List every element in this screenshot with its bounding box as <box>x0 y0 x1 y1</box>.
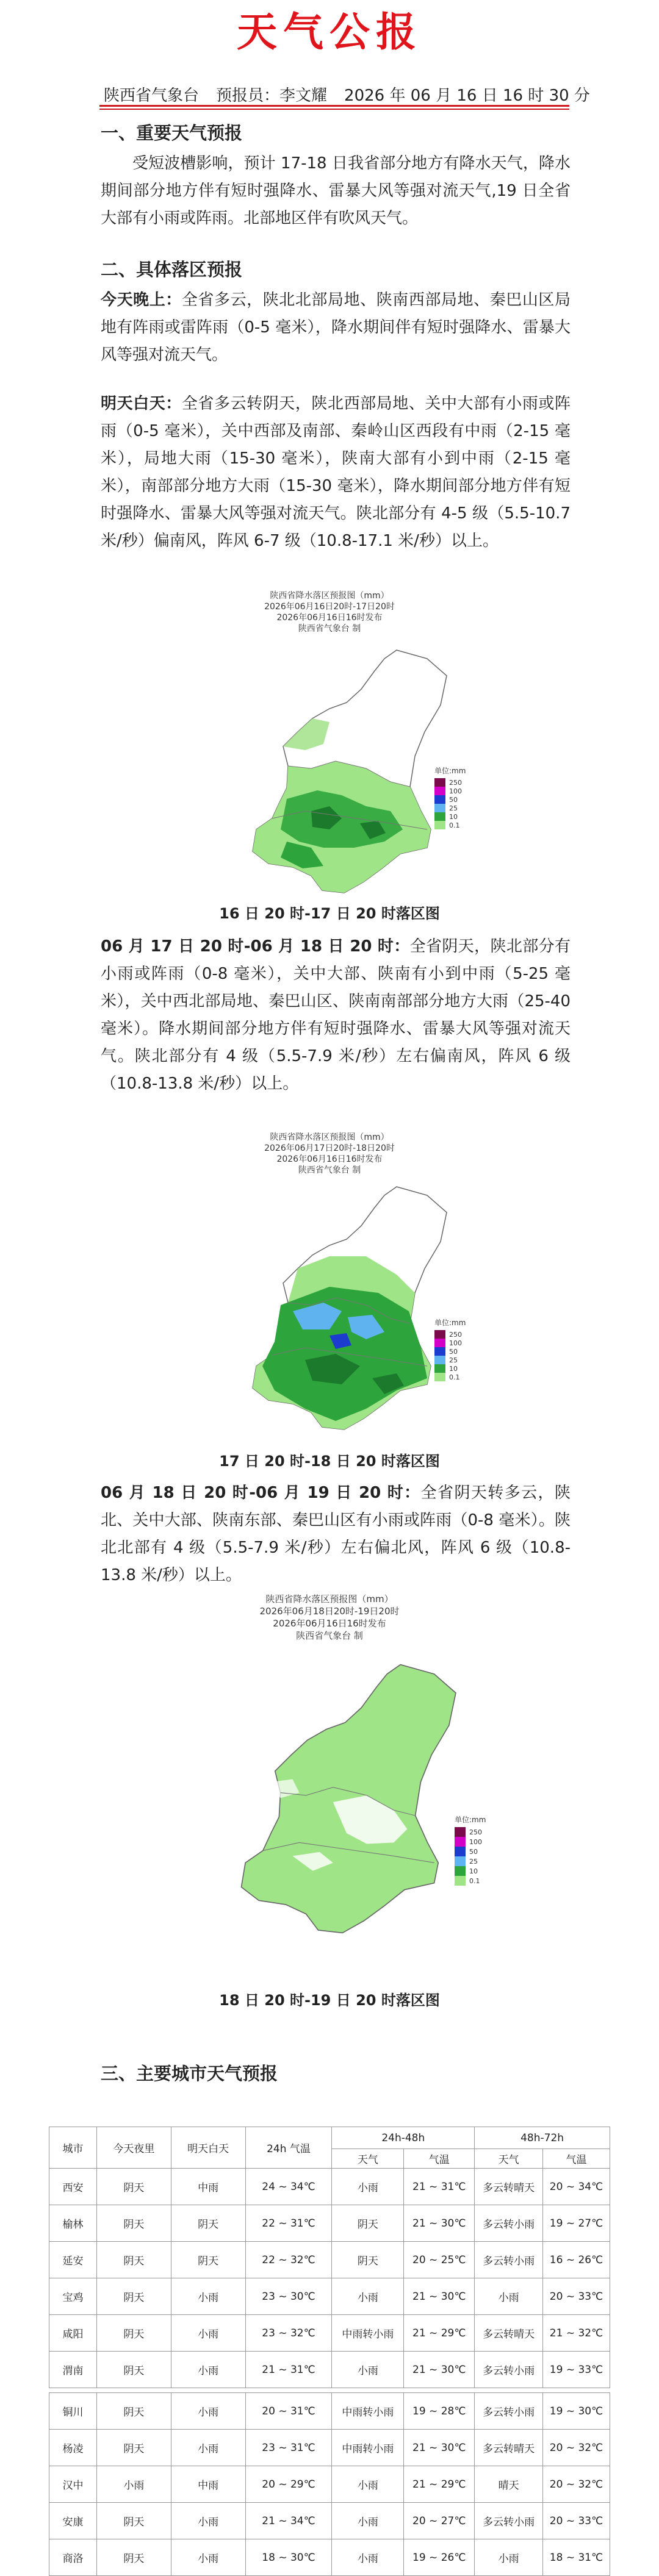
table-cell: 阴天 <box>96 2242 171 2278</box>
table-cell: 小雨 <box>171 2539 245 2576</box>
forecast-tomorrow-text: 全省多云转阴天，陕北西部局地、关中大部有小雨或阵雨（0-5 毫米），关中西部及南部、秦岭山区西段有中雨（2-15 毫米），局地大雨（15-30 毫米），陕南大部有小到中雨（2-15 毫米），南部部分地方大雨（15-30 毫米），降水期间部分地方伴有短时强降水、雷暴大风等强对流天气。陕北部分有 4-5 级（5.5-10.7 米/秒）偏南风，阵风 6-7 级（10.8-17.1 米/秒）以上。 <box>101 395 571 550</box>
table-cell: 21 ~ 31℃ <box>245 2352 332 2388</box>
table-cell: 商洛 <box>49 2539 97 2576</box>
th-temp24: 24h 气温 <box>245 2127 332 2169</box>
legend-3-unit: 单位:mm <box>455 1816 486 1824</box>
table-cell: 18 ~ 31℃ <box>543 2539 610 2576</box>
table-cell: 20 ~ 27℃ <box>404 2503 475 2539</box>
table-cell: 小雨 <box>171 2503 245 2539</box>
map-1-title: 陕西省降水落区预报图（mm） <box>270 591 389 601</box>
table-cell: 阴天 <box>96 2169 171 2205</box>
forecast-day2-lead: 06 月 17 日 20 时-06 月 18 日 20 时： <box>101 937 410 956</box>
table-cell: 19 ~ 28℃ <box>404 2393 475 2430</box>
map-1-issue: 2026年06月16日16时发布 <box>276 613 383 623</box>
table-cell: 中雨 <box>171 2169 245 2205</box>
city-forecast-table <box>49 2127 610 2576</box>
table-cell: 西安 <box>49 2169 97 2205</box>
section-area-heading: 二、具体落区预报 <box>101 259 243 280</box>
th-48-72h: 48h-72h <box>475 2127 610 2149</box>
table-cell: 小雨 <box>171 2352 245 2388</box>
table-cell: 多云转小雨 <box>475 2393 543 2430</box>
table-cell: 23 ~ 31℃ <box>245 2430 332 2466</box>
forecast-day3 <box>101 1479 571 1589</box>
th-72-temp: 气温 <box>543 2149 610 2169</box>
table-cell: 小雨 <box>96 2466 171 2503</box>
table-cell: 阴天 <box>96 2278 171 2315</box>
map-1-org: 陕西省气象台 制 <box>298 624 361 634</box>
table-cell: 渭南 <box>49 2352 97 2388</box>
map-3-org: 陕西省气象台 制 <box>296 1630 363 1641</box>
th-tonight: 今天夜里 <box>96 2127 171 2169</box>
table-cell: 20 ~ 25℃ <box>404 2242 475 2278</box>
table-cell: 多云转小雨 <box>475 2503 543 2539</box>
table-cell: 19 ~ 26℃ <box>404 2539 475 2576</box>
table-cell: 多云转晴天 <box>475 2430 543 2466</box>
section-important-heading: 一、重要天气预报 <box>101 123 243 143</box>
table-cell: 中雨转小雨 <box>332 2315 404 2352</box>
table-cell: 22 ~ 32℃ <box>245 2242 332 2278</box>
legend-1-unit: 单位:mm <box>434 767 466 775</box>
forecast-day3-lead: 06 月 18 日 20 时-06 月 19 日 20 时： <box>101 1484 421 1502</box>
forecast-tonight-lead: 今天晚上： <box>101 291 182 309</box>
table-cell: 21 ~ 29℃ <box>404 2315 475 2352</box>
legend-2-unit: 单位:mm <box>434 1318 466 1327</box>
table-cell: 22 ~ 31℃ <box>245 2205 332 2242</box>
table-cell: 阴天 <box>96 2315 171 2352</box>
forecast-day2 <box>101 933 571 1098</box>
table-row <box>49 2205 610 2242</box>
table-cell: 多云转小雨 <box>475 2352 543 2388</box>
table-row <box>49 2169 610 2205</box>
table-cell: 铜川 <box>49 2393 97 2430</box>
forecaster: 预报员：李文耀 <box>216 87 328 105</box>
table-cell: 小雨 <box>332 2503 404 2539</box>
table-cell: 小雨 <box>332 2539 404 2576</box>
precip-map-2 <box>244 1183 476 1439</box>
table-cell: 阴天 <box>96 2430 171 2466</box>
table-cell: 宝鸡 <box>49 2278 97 2315</box>
table-cell: 多云转晴天 <box>475 2315 543 2352</box>
precip-map-1-header <box>201 590 458 634</box>
forecast-day2-text: 全省阴天，陕北部分有小雨或阵雨（0-8 毫米），关中大部、陕南有小到中雨（5-25 毫米），关中西北部局地、秦巴山区、陕南南部部分地方大雨（25-40 毫米）。降水期间部分地方伴有短时强降水、雷暴大风等强对流天气。陕北部分有 4 级（5.5-7.9 米/秒）左右偏南风，阵风 6 级（10.8-13.8 米/秒）以上。 <box>101 937 571 1093</box>
page-title: 天气公报 <box>237 8 422 55</box>
table-cell: 阴天 <box>96 2205 171 2242</box>
table-cell: 21 ~ 30℃ <box>404 2278 475 2315</box>
table-cell: 小雨 <box>332 2278 404 2315</box>
table-cell: 中雨转小雨 <box>332 2393 404 2430</box>
table-cell: 20 ~ 34℃ <box>543 2169 610 2205</box>
map-3-caption: 18 日 20 时-19 日 20 时落区图 <box>219 1992 440 2009</box>
map-2-title: 陕西省降水落区预报图（mm） <box>270 1132 389 1142</box>
header-divider-thin <box>99 109 569 110</box>
th-24-48h: 24h-48h <box>332 2127 475 2149</box>
legend-3: 单位:mm 250 100 50 25 10 0.1 <box>455 1814 491 1886</box>
table-cell: 阴天 <box>171 2242 245 2278</box>
table-cell: 汉中 <box>49 2466 97 2503</box>
table-cell: 21 ~ 30℃ <box>404 2430 475 2466</box>
table-cell: 阴天 <box>171 2205 245 2242</box>
table-cell: 24 ~ 34℃ <box>245 2169 332 2205</box>
map-1-period: 2026年06月16日20时-17日20时 <box>264 602 395 612</box>
table-cell: 中雨转小雨 <box>332 2430 404 2466</box>
table-cell: 阴天 <box>96 2352 171 2388</box>
th-48-temp: 气温 <box>404 2149 475 2169</box>
forecast-tonight-text: 全省多云，陕北北部局地、陕南西部局地、秦巴山区局地有阵雨或雷阵雨（0-5 毫米），降水期间伴有短时强降水、雷暴大风等强对流天气。 <box>101 291 571 364</box>
table-row <box>49 2466 610 2503</box>
table-row <box>49 2352 610 2388</box>
table-cell: 多云转晴天 <box>475 2169 543 2205</box>
table-cell: 小雨 <box>171 2315 245 2352</box>
header-divider <box>99 105 569 107</box>
table-cell: 20 ~ 31℃ <box>245 2393 332 2430</box>
issue-time: 2026 年 06 月 16 日 16 时 30 分 <box>344 87 590 105</box>
table-row <box>49 2393 610 2430</box>
table-cell: 晴天 <box>475 2466 543 2503</box>
table-row <box>49 2278 610 2315</box>
table-cell: 阴天 <box>96 2539 171 2576</box>
table-cell: 安康 <box>49 2503 97 2539</box>
map-2-org: 陕西省气象台 制 <box>298 1165 361 1175</box>
precip-map-2-header <box>201 1132 458 1176</box>
map-3-issue: 2026年06月16日16时发布 <box>273 1618 386 1629</box>
th-tomorrow: 明天白天 <box>171 2127 245 2169</box>
table-cell: 小雨 <box>171 2430 245 2466</box>
table-cell: 中雨 <box>171 2466 245 2503</box>
section-city-heading: 三、主要城市天气预报 <box>101 2063 278 2084</box>
th-city: 城市 <box>49 2127 97 2169</box>
table-cell: 延安 <box>49 2242 97 2278</box>
table-cell: 小雨 <box>332 2352 404 2388</box>
forecast-tomorrow <box>101 390 571 555</box>
table-row <box>49 2242 610 2278</box>
table-cell: 16 ~ 26℃ <box>543 2242 610 2278</box>
table-cell: 21 ~ 30℃ <box>404 2205 475 2242</box>
info-line <box>104 83 607 106</box>
table-cell: 19 ~ 33℃ <box>543 2352 610 2388</box>
section-important-text: 受短波槽影响，预计 17-18 日我省部分地方有降水天气，降水期间部分地方伴有短时强降水、雷暴大风等强对流天气,19 日全省大部有小雨或阵雨。北部地区伴有吹风天气。 <box>101 154 571 227</box>
table-cell: 19 ~ 27℃ <box>543 2205 610 2242</box>
table-cell: 23 ~ 30℃ <box>245 2278 332 2315</box>
table-cell: 阴天 <box>332 2242 404 2278</box>
table-cell: 20 ~ 33℃ <box>543 2278 610 2315</box>
forecast-tonight <box>101 287 571 369</box>
table-cell: 20 ~ 29℃ <box>245 2466 332 2503</box>
table-cell: 20 ~ 32℃ <box>543 2466 610 2503</box>
th-72-weather: 天气 <box>475 2149 543 2169</box>
forecast-tomorrow-lead: 明天白天： <box>101 395 182 413</box>
map-1-caption: 16 日 20 时-17 日 20 时落区图 <box>219 905 440 922</box>
map-2-caption: 17 日 20 时-18 日 20 时落区图 <box>219 1453 440 1470</box>
th-48-weather: 天气 <box>332 2149 404 2169</box>
map-3-period: 2026年06月18日20时-19日20时 <box>259 1606 400 1617</box>
table-cell: 20 ~ 32℃ <box>543 2430 610 2466</box>
table-cell: 小雨 <box>475 2278 543 2315</box>
table-cell: 小雨 <box>332 2169 404 2205</box>
map-3-title: 陕西省降水落区预报图（mm） <box>265 1594 394 1605</box>
legend-1: 单位:mm 250 100 50 25 10 0.1 <box>434 765 471 829</box>
precip-map-3-header <box>201 1593 458 1642</box>
table-cell: 阴天 <box>96 2503 171 2539</box>
legend-2: 单位:mm 250 100 50 25 10 0.1 <box>434 1317 471 1381</box>
table-cell: 20 ~ 33℃ <box>543 2503 610 2539</box>
table-cell: 18 ~ 30℃ <box>245 2539 332 2576</box>
table-cell: 榆林 <box>49 2205 97 2242</box>
table-cell: 21 ~ 30℃ <box>404 2352 475 2388</box>
table-cell: 19 ~ 30℃ <box>543 2393 610 2430</box>
table-cell: 小雨 <box>332 2466 404 2503</box>
table-row <box>49 2539 610 2576</box>
table-row <box>49 2315 610 2352</box>
table-cell: 多云转小雨 <box>475 2205 543 2242</box>
table-cell: 阴天 <box>96 2393 171 2430</box>
table-cell: 咸阳 <box>49 2315 97 2352</box>
issuer-org: 陕西省气象台 <box>104 87 200 105</box>
table-cell: 21 ~ 29℃ <box>404 2466 475 2503</box>
table-cell: 23 ~ 32℃ <box>245 2315 332 2352</box>
table-cell: 多云转小雨 <box>475 2242 543 2278</box>
table-cell: 21 ~ 31℃ <box>404 2169 475 2205</box>
table-cell: 小雨 <box>171 2393 245 2430</box>
table-cell: 杨凌 <box>49 2430 97 2466</box>
map-2-period: 2026年06月17日20时-18日20时 <box>264 1143 395 1153</box>
table-cell: 阴天 <box>332 2205 404 2242</box>
table-cell: 21 ~ 34℃ <box>245 2503 332 2539</box>
forecast-day3-text: 全省阴天转多云，陕北、关中大部、陕南东部、秦巴山区有小雨或阵雨（0-8 毫米）。陕北北部有 4 级（5.5-7.9 米/秒）左右偏北风，阵风 6 级（10.8-13.8 米/秒）以上。 <box>101 1484 571 1584</box>
table-row <box>49 2503 610 2539</box>
table-cell: 小雨 <box>475 2539 543 2576</box>
table-row <box>49 2430 610 2466</box>
table-cell: 21 ~ 32℃ <box>543 2315 610 2352</box>
table-group-gap <box>49 2388 610 2393</box>
precip-map-3 <box>232 1659 488 1945</box>
table-cell: 小雨 <box>171 2278 245 2315</box>
map-2-issue: 2026年06月16日16时发布 <box>276 1154 383 1164</box>
